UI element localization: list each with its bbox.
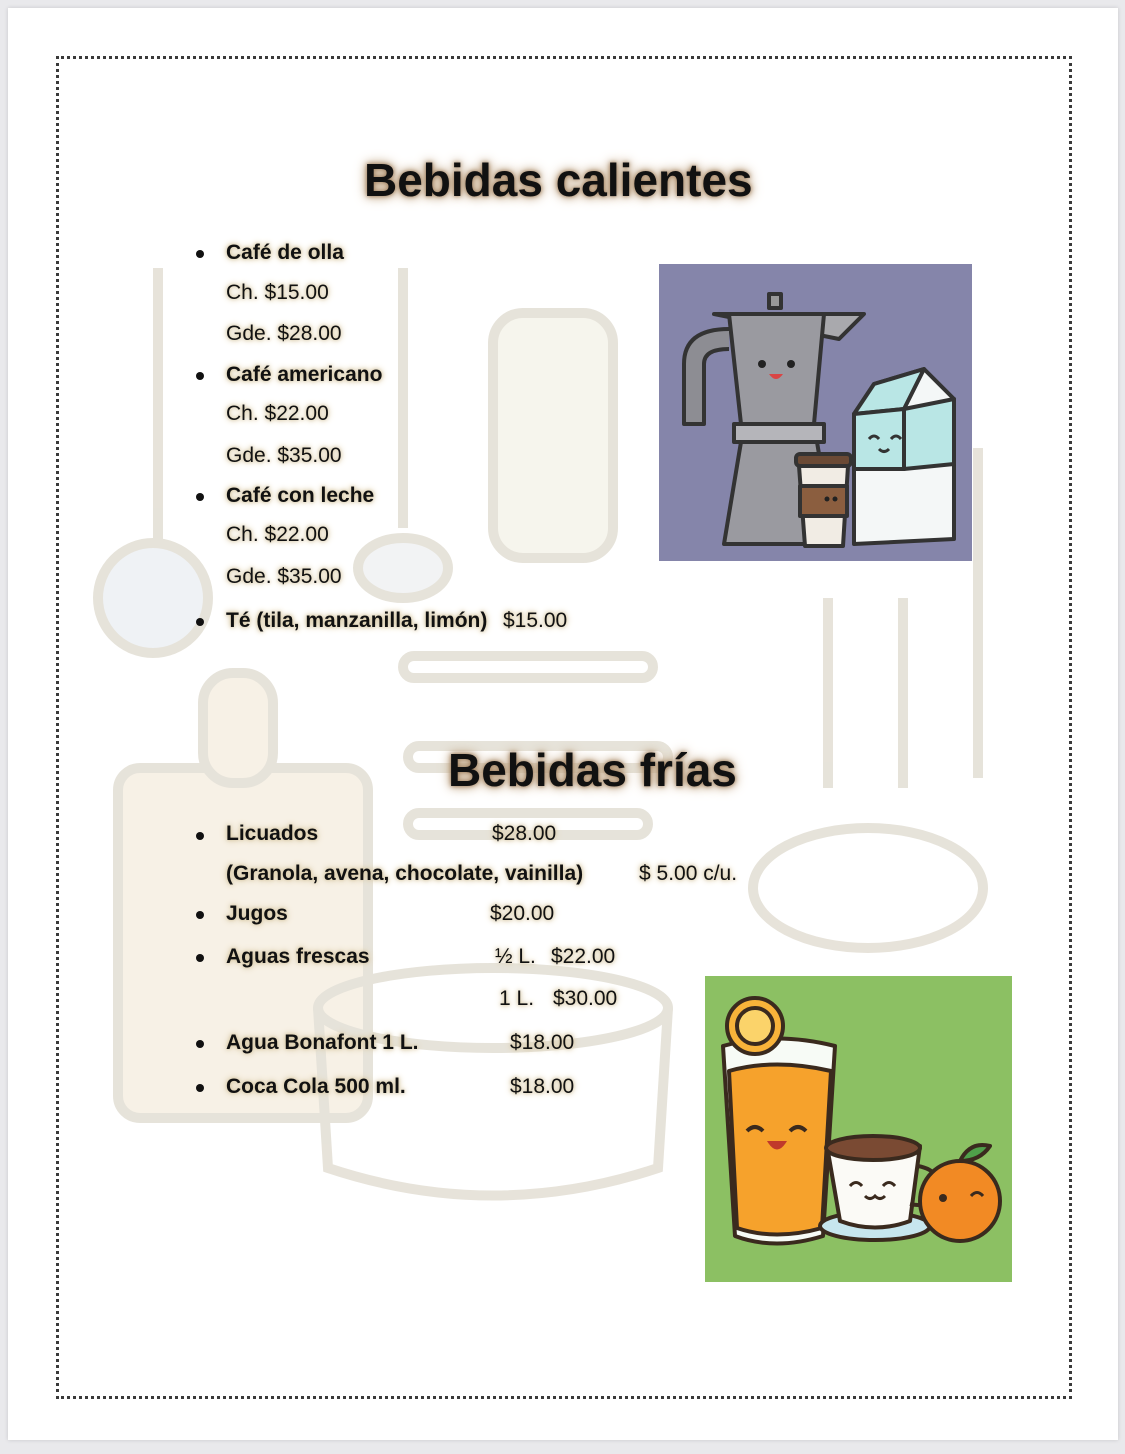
licuados-extras: (Granola, avena, chocolate, vainilla): [226, 862, 584, 885]
size-aguas-liter: 1 L.: [499, 987, 535, 1010]
bullet-icon: [196, 1084, 204, 1092]
price-aguas-liter: $30.00: [553, 987, 618, 1010]
bullet-icon: [196, 911, 204, 919]
price-cafe-de-olla-small: Ch. $15.00: [226, 281, 329, 304]
price-cafe-americano-small: Ch. $22.00: [226, 402, 329, 425]
bullet-icon: [196, 954, 204, 962]
item-coca-cola: Coca Cola 500 ml.: [226, 1075, 406, 1098]
bullet-icon: [196, 372, 204, 380]
price-agua-bonafont: $18.00: [510, 1031, 575, 1054]
bullet-icon: [196, 618, 204, 626]
price-cafe-americano-large: Gde. $35.00: [226, 444, 342, 467]
price-cafe-con-leche-small: Ch. $22.00: [226, 523, 329, 546]
juice-coffee-orange-illustration: [705, 976, 1012, 1282]
item-aguas-frescas: Aguas frescas: [226, 945, 370, 968]
bullet-icon: [196, 832, 204, 840]
item-te: Té (tila, manzanilla, limón): [226, 609, 488, 632]
price-licuados: $28.00: [492, 822, 557, 845]
item-jugos: Jugos: [226, 902, 288, 925]
cold-drinks-heading: Bebidas frías: [448, 744, 737, 796]
price-te: $15.00: [503, 609, 568, 632]
price-aguas-half: $22.00: [551, 945, 616, 968]
price-cafe-de-olla-large: Gde. $28.00: [226, 322, 342, 345]
item-agua-bonafont: Agua Bonafont 1 L.: [226, 1031, 419, 1054]
item-cafe-americano: Café americano: [226, 363, 383, 386]
item-cafe-con-leche: Café con leche: [226, 484, 375, 507]
price-coca-cola: $18.00: [510, 1075, 575, 1098]
size-aguas-half: ½ L.: [495, 945, 536, 968]
menu-page: [8, 8, 1118, 1440]
hot-drinks-heading: Bebidas calientes: [364, 154, 753, 206]
bullet-icon: [196, 250, 204, 258]
coffee-pot-milk-illustration: [659, 264, 972, 561]
price-cafe-con-leche-large: Gde. $35.00: [226, 565, 342, 588]
price-jugos: $20.00: [490, 902, 555, 925]
bullet-icon: [196, 493, 204, 501]
item-cafe-de-olla: Café de olla: [226, 241, 344, 264]
price-licuados-extras: $ 5.00 c/u.: [639, 862, 738, 885]
bullet-icon: [196, 1040, 204, 1048]
item-licuados: Licuados: [226, 822, 319, 845]
